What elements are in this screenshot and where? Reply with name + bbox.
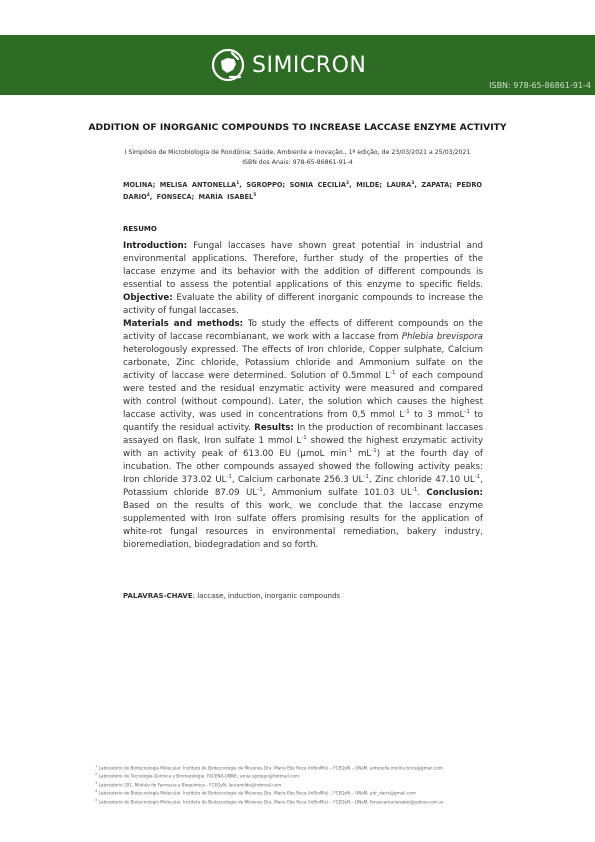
intro-heading: Introduction: (123, 241, 188, 251)
keywords-text: : laccase, induction, inorganic compounds (192, 592, 341, 600)
header-banner (0, 35, 595, 95)
species-name: Phlebia brevispora (401, 332, 483, 342)
author-ref: 4 (146, 192, 150, 198)
microscope-emblem-icon (210, 47, 246, 83)
author-name: SGROPPO; SONIA CECILIA (246, 181, 346, 190)
author-name: FONSECA; MARÍA ISABEL (156, 192, 254, 201)
footnote: $^2$ Laboratorio de Tecnología Química y Bromatología. FACENA-UNNE, sonia.sgroppo@hotmail.com (95, 772, 300, 779)
simicron-logo (210, 43, 366, 87)
conclusion-heading: Conclusion: (426, 488, 483, 498)
results-heading: Results: (254, 423, 294, 433)
author-ref: 5 (253, 192, 257, 198)
banner-isbn: ISBN: 978-65-86861-91-4 (489, 81, 591, 90)
footnote: $^3$ Laboratorio 201. Módulo de Farmacia y Bioquímica - FCEQyN, lauramilde@hotmail.com (95, 780, 282, 788)
keywords (123, 592, 483, 600)
abstract-paragraph: Materials and methods: To study the effects of different compounds on the activity of laccase recombianant, we work with a laccase from Phlebia brevispora heterologously expressed. The effects of Iron chloride, Copper sulphate, Calcium carbonate, Zinc chloride, Potassium chloride and Ammonium sulfate on the activity of laccase were determined. Solution of 0.5mmol $L^{-1}$ of each compound were tested and the residual enzymatic activity were measured and compared with control (without compound). Later, the solution which causes the highest laccase activity, was used in concentrations from 0,5 mmol $L^{-1}$ to 3 mmoL$^{-1}$ to quantify the residual activity. Results: In the production of recombinant laccases assayed on flask, Iron sulfate 1 mmol $L^{-1}$ showed the highest enzymatic activity with an activity peak of 613.00 EU (μmoL $\min^{-1} mL^{-1}$) at the fourth day of incubation. The other compounds assayed showed the following activity peaks: Iron chloride 373.02 $UL^{-1}$, Calcium carbonate 256.3 $UL^{-1}$, Zinc chloride 47.10 $UL^{-1}$, Potassium chloride 87.09 $UL^{-1}$, Ammonium sulfate 101.03 $UL^{-1}$. Conclusion: Based on the results of this work, we conclude that the laccase enzyme supplemented with Iron sulfate offers promising results for the application of white-rot fungal resources in environmental remediation, bakery industry, bioremediation, biodegradation and so forth. (123, 319, 483, 550)
author-ref: 3 (411, 181, 415, 186)
objective-heading: Objective: (123, 293, 173, 303)
author-list: MOLINA; MELISA ANTONELLA$^1$, SGROPPO; SONIA CECILIA$^2$, MILDE; LAURA$^3$, ZAPATA; PEDRO DARIO$^4$, FONSECA; MARÍA ISABEL$^5$ (123, 181, 483, 201)
isbn-line: ISBN dos Anais: 978-65-86861-91-4 (242, 158, 353, 166)
author-name: MILDE; LAURA (356, 181, 412, 190)
keywords-label: PALAVRAS-CHAVE (123, 592, 193, 600)
footnotes (95, 763, 575, 805)
resumo-heading: RESUMO (123, 225, 157, 233)
author-ref: 1 (236, 181, 240, 186)
footnote: $^5$ Laboratorio de Biotecnología Molecular. Instituto de Biotecnología de Misiones Dra. María Ebe Reca (InBioMis) – FCEQyN – UNaM, fonsecamariaisabel@yahoo.com.ar (95, 797, 444, 804)
author-ref: 2 (346, 181, 350, 186)
footnote: $^1$ Laboratorio de Biotecnología Molecular. Instituto de Biotecnología de Misiones Dra. María Ebe Reca (InBioMis) – FCEQyN – UNaM, antonella.molina.brica@gmail.com (95, 764, 443, 771)
author-name: MOLINA; MELISA ANTONELLA (123, 181, 237, 190)
event-line: I Simpósio de Microbiologia de Rondônia: Saúde, Ambiente e Inovação., 1ª edição, de 23/03/2021 a 25/03/2021 (124, 149, 471, 156)
paper-title: ADDITION OF INORGANIC COMPOUNDS TO INCREASE LACCASE ENZYME ACTIVITY (88, 122, 507, 133)
abstract (123, 240, 483, 552)
event-info (0, 148, 595, 167)
footnote: $^4$ Laboratorio de Biotecnología Molecular. Instituto de Biotecnología de Misiones Dra. María Ebe Reca (InBioMis) – FCEQyN – UNaM, pdr_dario@gmail.com (95, 789, 416, 796)
logo-text: SIMICRON (252, 52, 367, 78)
author-name: ZAPATA; PEDRO DARIO (123, 181, 483, 201)
methods-heading: Materials and methods: (123, 319, 244, 329)
abstract-paragraph: Introduction: Fungal laccases have shown great potential in industrial and environmental applications. Therefore, further study of the properties of the laccase enzyme and its behavior with the addition of different compounds is essential to assess the potential applications of this enzyme to specific fields. Objective: Evaluate the ability of different inorganic compounds to increase the activity of fungal laccases. (123, 241, 483, 316)
